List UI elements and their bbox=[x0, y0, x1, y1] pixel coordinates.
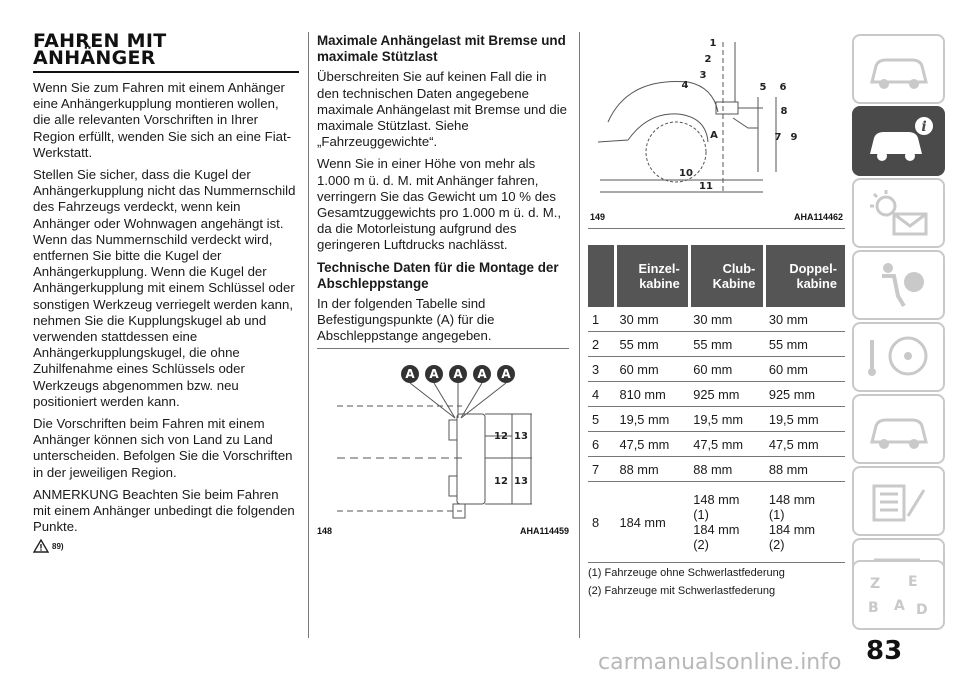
figure-149 bbox=[588, 32, 845, 222]
table-cell: 60 mm bbox=[689, 357, 765, 382]
cell-line: 148 mm bbox=[693, 492, 740, 507]
table-header-row bbox=[588, 245, 845, 307]
table-cell: 810 mm bbox=[616, 382, 690, 407]
steering-icon bbox=[864, 332, 934, 382]
tab-dashboard[interactable] bbox=[852, 34, 945, 104]
svg-text:A: A bbox=[894, 598, 905, 614]
table-cell: 1 bbox=[588, 307, 616, 332]
label-A-3: A bbox=[453, 367, 463, 381]
table-cell: 55 mm bbox=[765, 332, 845, 357]
warning-triangle-icon bbox=[33, 539, 49, 553]
table-cell: 88 mm bbox=[765, 457, 845, 482]
label-1: 1 bbox=[709, 38, 717, 49]
car-dashboard-icon bbox=[864, 44, 934, 94]
table-header-blank bbox=[588, 245, 616, 307]
section-title bbox=[33, 30, 299, 69]
warning-reference[interactable] bbox=[33, 539, 299, 553]
label-A-1: A bbox=[405, 367, 415, 381]
label-4: 4 bbox=[681, 80, 689, 91]
tab-safety[interactable] bbox=[852, 250, 945, 320]
figure-148-number: 148 bbox=[317, 526, 333, 536]
label-A-5: A bbox=[501, 367, 511, 381]
table-cell: 60 mm bbox=[765, 357, 845, 382]
watermark: carmanualsonline.info bbox=[598, 650, 842, 675]
left-column bbox=[33, 0, 299, 553]
label-9: 9 bbox=[790, 132, 798, 143]
label-5: 5 bbox=[759, 82, 767, 93]
table-cell: 4 bbox=[588, 382, 616, 407]
cell-line: 148 mm bbox=[768, 492, 816, 507]
label-A-4: A bbox=[477, 367, 487, 381]
airbag-icon bbox=[864, 260, 934, 310]
table-cell bbox=[689, 482, 765, 563]
table-cell: 55 mm bbox=[689, 332, 765, 357]
car-service-icon bbox=[864, 404, 934, 454]
table-row bbox=[588, 482, 845, 563]
tow-points-top-view-diagram bbox=[317, 356, 569, 526]
svg-text:i: i bbox=[921, 119, 927, 135]
label-12-top: 12 bbox=[494, 431, 508, 442]
label-A: A bbox=[710, 130, 718, 141]
label-13-top: 13 bbox=[514, 431, 528, 442]
table-cell: 30 mm bbox=[765, 307, 845, 332]
label-A-2: A bbox=[429, 367, 439, 381]
table-row bbox=[588, 407, 845, 432]
cell-line: (2) bbox=[768, 537, 785, 552]
table-cell: 7 bbox=[588, 457, 616, 482]
tools-icon bbox=[864, 476, 934, 526]
svg-text:B: B bbox=[868, 600, 879, 616]
table-cell: 88 mm bbox=[616, 457, 690, 482]
label-8: 8 bbox=[780, 106, 788, 117]
cell-line: 184 mm bbox=[768, 522, 816, 537]
table-cell: 19,5 mm bbox=[765, 407, 845, 432]
tab-maintenance[interactable] bbox=[852, 466, 945, 536]
title-line-1: FAHREN MIT bbox=[33, 30, 167, 52]
paragraph-4: ANMERKUNG Beachten Sie beim Fahren mit einem Anhänger unbedingt die folgenden Punkte. bbox=[33, 486, 295, 535]
table-cell: 925 mm bbox=[689, 382, 765, 407]
heading-max-load: Maximale Anhängelast mit Bremse und maximale Stützlast bbox=[317, 33, 566, 65]
figure-148-code: AHA114459 bbox=[519, 526, 569, 536]
label-10: 10 bbox=[679, 168, 693, 179]
table-header-club-kabine: Club- Kabine bbox=[689, 245, 765, 307]
figure-149-number: 149 bbox=[590, 212, 606, 222]
table-cell: 19,5 mm bbox=[689, 407, 765, 432]
label-3: 3 bbox=[699, 70, 707, 81]
footnote-2: (2) Fahrzeuge mit Schwerlastfederung bbox=[588, 585, 776, 597]
table-cell: 5 bbox=[588, 407, 616, 432]
table-row bbox=[588, 457, 845, 482]
figure-148 bbox=[317, 348, 569, 538]
paragraph-2: Stellen Sie sicher, dass die Kugel der Anhängerkupplung nicht das Nummernschild des Fahrzeugs verdeckt, wenn kein Anhänger oder Wohnwagen angehängt ist. Wenn das Nummernschild verdeckt wird, entfernen Sie bitte die Kugel der Anhängerkupplung. Wenn die Kugel der Anhängerkupplung mit einem Schlüssel oder sonstigen Werkzeug verriegelt werden kann, nehmen Sie die Kupplungskugel ab und verwenden stattdessen eine Anhängerkupplungskugel, die ohne Zuhilfenahme eines Schlüssels oder Werkzeugs abgenommen bzw. neu positioniert werden kann. bbox=[33, 167, 296, 409]
title-rule bbox=[33, 71, 299, 73]
paragraph-tow-bar: In der folgenden Tabelle sind Befestigungspunkte (A) für die Abschleppstange angegeben. bbox=[317, 296, 495, 344]
warning-light-icon bbox=[864, 188, 934, 238]
label-7: 7 bbox=[774, 132, 782, 143]
tab-info[interactable] bbox=[852, 106, 945, 176]
table-row bbox=[588, 357, 845, 382]
table-cell: 925 mm bbox=[765, 382, 845, 407]
label-6: 6 bbox=[779, 82, 787, 93]
table-row bbox=[588, 432, 845, 457]
label-12-bottom: 12 bbox=[494, 476, 508, 487]
paragraph-1: Wenn Sie zum Fahren mit einem Anhänger eine Anhängerkupplung montieren wollen, die alle relevanten Vorschriften in Ihrer Region erfüllt, wenden Sie sich an eine Fiat-Werkstatt. bbox=[33, 80, 292, 160]
figure-149-code: AHA114462 bbox=[793, 212, 843, 222]
table-cell: 47,5 mm bbox=[689, 432, 765, 457]
table-cell: 19,5 mm bbox=[616, 407, 690, 432]
table-cell: 55 mm bbox=[616, 332, 690, 357]
warning-ref-number: 89) bbox=[52, 541, 64, 551]
label-13-bottom: 13 bbox=[514, 476, 528, 487]
table-cell: 47,5 mm bbox=[765, 432, 845, 457]
table-row bbox=[588, 307, 845, 332]
tab-driving[interactable] bbox=[852, 322, 945, 392]
tab-warning-lights[interactable] bbox=[852, 178, 945, 248]
table-row bbox=[588, 332, 845, 357]
footnote-1: (1) Fahrzeuge ohne Schwerlastfederung bbox=[588, 567, 785, 579]
cell-line: (1) bbox=[768, 507, 785, 522]
page-number: 83 bbox=[866, 636, 903, 666]
label-2: 2 bbox=[704, 54, 712, 65]
heading-tow-bar: Technische Daten für die Montage der Abschleppstange bbox=[317, 259, 559, 291]
table-cell: 88 mm bbox=[689, 457, 765, 482]
title-line-2: ANHÄNGER bbox=[33, 47, 156, 69]
tab-index[interactable] bbox=[852, 560, 945, 630]
paragraph-altitude: Wenn Sie in einer Höhe von mehr als 1.000 m ü. d. M. mit Anhänger fahren, verringern Sie das Gewicht um 10 % des Gesamtzuggewichts pro 1.000 m ü. d. M., da die Motorleistung aufgrund des geringeren Luftdrucks nachlässt. bbox=[317, 156, 562, 253]
label-11: 11 bbox=[699, 181, 713, 192]
svg-text:E: E bbox=[908, 574, 918, 590]
table-header-einzelkabine: Einzel- kabine bbox=[616, 245, 690, 307]
table-cell: 3 bbox=[588, 357, 616, 382]
paragraph-3: Die Vorschriften beim Fahren mit einem Anhänger können sich von Land zu Land unterscheiden. Befolgen Sie die Vorschriften in der jeweiligen Region. bbox=[33, 416, 293, 480]
paragraph-max-load: Überschreiten Sie auf keinen Fall die in den technischen Daten angegebene maximale Anhängelast mit Bremse und die maximale Stützlast. Siehe „Fahrzeuggewichte“. bbox=[317, 69, 567, 150]
dimensions-table-block bbox=[588, 228, 845, 598]
middle-column bbox=[317, 0, 569, 351]
table-cell: 2 bbox=[588, 332, 616, 357]
cell-line: 184 mm bbox=[693, 522, 740, 537]
table-cell bbox=[765, 482, 845, 563]
tow-bar-dimensions-table bbox=[588, 245, 845, 563]
table-cell: 184 mm bbox=[616, 482, 690, 563]
cell-line: (2) bbox=[693, 537, 709, 552]
tab-emergency[interactable] bbox=[852, 394, 945, 464]
table-cell: 8 bbox=[588, 482, 616, 563]
table-header-doppelkabine: Doppel- kabine bbox=[765, 245, 845, 307]
cell-line: (1) bbox=[693, 507, 709, 522]
table-cell: 30 mm bbox=[616, 307, 690, 332]
table-cell: 47,5 mm bbox=[616, 432, 690, 457]
car-info-icon bbox=[864, 116, 934, 166]
svg-text:D: D bbox=[916, 602, 928, 618]
table-cell: 60 mm bbox=[616, 357, 690, 382]
table-cell: 30 mm bbox=[689, 307, 765, 332]
tow-bar-side-view-diagram bbox=[588, 32, 845, 207]
table-cell: 6 bbox=[588, 432, 616, 457]
svg-text:Z: Z bbox=[870, 576, 881, 592]
alphabet-index-icon bbox=[864, 570, 934, 620]
table-row bbox=[588, 382, 845, 407]
